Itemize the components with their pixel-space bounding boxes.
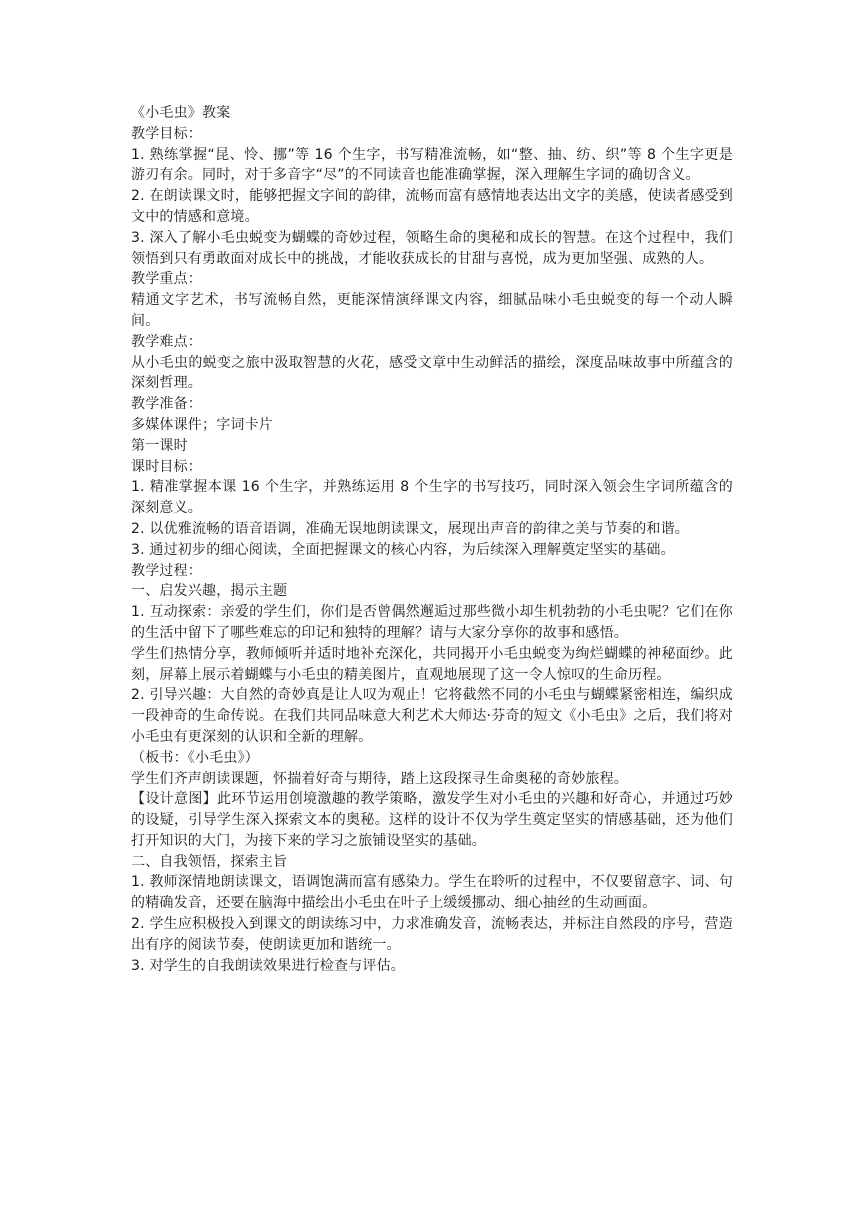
paragraph: 精通文字艺术，书写流畅自然，更能深情演绎课文内容，细腻品味小毛虫蜕变的每一个动人瞬间。	[131, 292, 733, 329]
paragraph: 2. 学生应积极投入到课文的朗读练习中，力求准确发音，流畅表达，并标注自然段的序号，营造出有序的阅读节奏，使朗读更加和谐统一。	[131, 916, 733, 953]
paragraph: 一、启发兴趣，揭示主题	[131, 583, 288, 600]
paragraph: 【设计意图】此环节运用创境激趣的教学策略，激发学生对小毛虫的兴趣和好奇心，并通过巧妙的设疑，引导学生深入探索文本的奥秘。这样的设计不仅为学生奠定坚实的情感基础，还为他们打开知识的大门，为接下来的学习之旅铺设坚实的基础。	[131, 791, 733, 849]
paragraph: 教学目标：	[131, 125, 202, 142]
paragraph: 学生们齐声朗读课题，怀揣着好奇与期待，踏上这段探寻生命奥秘的奇妙旅程。	[131, 770, 628, 787]
paragraph: 教学过程：	[131, 562, 202, 579]
paragraph: 2. 在朗读课文时，能够把握文字间的韵律，流畅而富有感情地表达出文字的美感，使读者感受到文中的情感和意境。	[131, 188, 733, 225]
paragraph: 学生们热情分享，教师倾听并适时地补充深化，共同揭开小毛虫蜕变为绚烂蝴蝶的神秘面纱。此刻，屏幕上展示着蝴蝶与小毛虫的精美图片，直观地展现了这一令人惊叹的生命历程。	[131, 645, 733, 683]
paragraph: 3. 深入了解小毛虫蜕变为蝴蝶的奇妙过程，领略生命的奥秘和成长的智慧。在这个过程中，我们领悟到只有勇敢面对成长中的挑战，才能收获成长的甘甜与喜悦，成为更加坚强、成熟的人。	[131, 229, 733, 267]
paragraph: 课时目标：	[131, 458, 202, 475]
paragraph: 教学重点：	[131, 271, 202, 288]
paragraph: 从小毛虫的蜕变之旅中汲取智慧的火花，感受文章中生动鲜活的描绘，深度品味故事中所蕴含的深刻哲理。	[131, 354, 733, 392]
paragraph: （板书：《小毛虫》）	[131, 749, 259, 766]
paragraph: 3. 对学生的自我朗读效果进行检查与评估。	[131, 957, 406, 974]
paragraph: 教学难点：	[131, 333, 202, 350]
document-title: 《小毛虫》教案	[131, 105, 231, 121]
paragraph: 多媒体课件；字词卡片	[131, 416, 273, 433]
paragraph: 1. 熟练掌握“昆、怜、挪”等 16 个生字，书写精准流畅，如“整、抽、纺、织”等 8 个生字更是游刃有余。同时，对于多音字“尽”的不同读音也能准确掌握，深入理解生字词的确切含义。	[131, 146, 733, 184]
paragraph: 1. 精准掌握本课 16 个生字，并熟练运用 8 个生字的书写技巧，同时深入领会生字词所蕴含的深刻意义。	[131, 479, 733, 517]
paragraph: 教学准备：	[131, 396, 202, 413]
paragraph: 第一课时	[131, 437, 188, 454]
paragraph: 1. 教师深情地朗读课文，语调饱满而富有感染力。学生在聆听的过程中，不仅要留意字、词、句的精确发音，还要在脑海中描绘出小毛虫在叶子上缓缓挪动、细心抽丝的生动画面。	[131, 874, 733, 912]
paragraph: 1. 互动探索：亲爱的学生们，你们是否曾偶然邂逅过那些微小却生机勃勃的小毛虫呢？它们在你的生活中留下了哪些难忘的印记和独特的理解？请与大家分享你的故事和感悟。	[131, 604, 733, 641]
document-body	[131, 103, 733, 976]
paragraph: 2. 以优雅流畅的语音语调，准确无误地朗读课文，展现出声音的韵律之美与节奏的和谐。	[131, 520, 690, 537]
paragraph: 3. 通过初步的细心阅读，全面把握课文的核心内容，为后续深入理解奠定坚实的基础。	[131, 541, 675, 558]
paragraph: 二、自我领悟，探索主旨	[131, 853, 288, 870]
paragraph: 2. 引导兴趣：大自然的奇妙真是让人叹为观止！它将截然不同的小毛虫与蝴蝶紧密相连，编织成一段神奇的生命传说。在我们共同品味意大利艺术大师达·芬奇的短文《小毛虫》之后，我们将对小毛虫有更深刻的认识和全新的理解。	[131, 687, 733, 745]
